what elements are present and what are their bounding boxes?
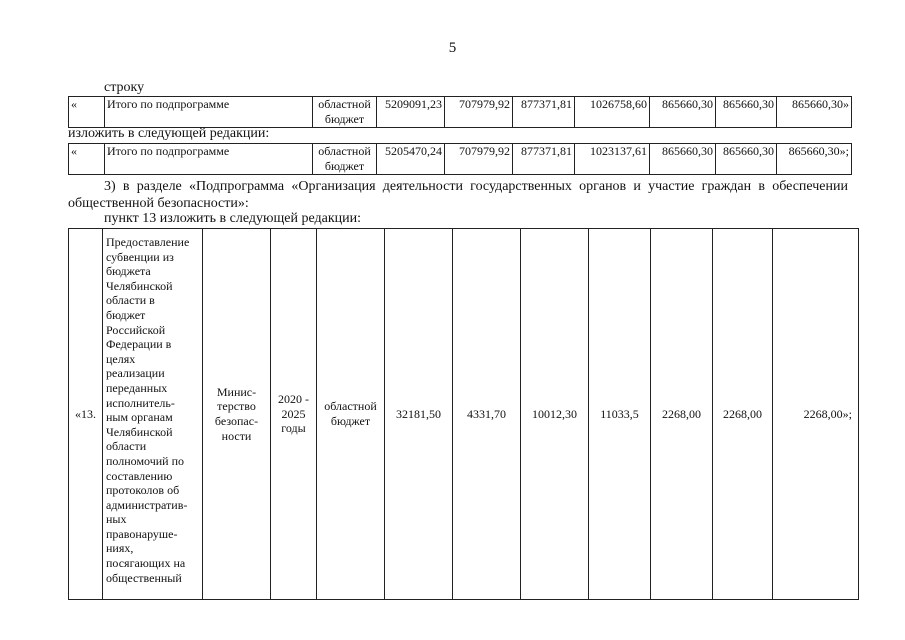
value-2021: 877371,81 — [513, 97, 575, 128]
value-total: 5205470,24 — [377, 144, 445, 175]
item-value-2025: 2268,00»; — [773, 229, 859, 600]
item-executor: Минис- терство безопас- ности — [203, 229, 271, 600]
budget-source: областной бюджет — [313, 144, 377, 175]
value-2021: 877371,81 — [513, 144, 575, 175]
new-total-row — [69, 144, 852, 175]
item-value-2022: 11033,5 — [589, 229, 651, 600]
item-description: Предоставление субвенции из бюджета Челябинской области в бюджет Российской Федерации в целях реализации переданных исполнитель- ным органам Челябинской области полномочий по составлению протоколов об административ- ных правонаруше- ниях, посягающих на общественный — [103, 229, 203, 600]
value-2020: 707979,92 — [445, 97, 513, 128]
item-source: областной бюджет — [317, 229, 385, 600]
item-value-total: 32181,50 — [385, 229, 453, 600]
row-label: Итого по подпрограмме — [105, 97, 313, 128]
item13-table — [68, 228, 859, 600]
item13-row — [69, 229, 859, 600]
point-text: пункт 13 изложить в следующей редакции: — [104, 211, 361, 226]
budget-source: областной бюджет — [313, 97, 377, 128]
page-number: 5 — [448, 40, 457, 56]
open-quote: « — [69, 97, 105, 128]
item-value-2023: 2268,00 — [651, 229, 713, 600]
old-total-row — [69, 97, 852, 128]
value-2022: 1023137,61 — [575, 144, 650, 175]
item-value-2020: 4331,70 — [453, 229, 521, 600]
item-period: 2020 - 2025 годы — [271, 229, 317, 600]
item-value-2024: 2268,00 — [713, 229, 773, 600]
item-number: «13. — [69, 229, 103, 600]
value-2023: 865660,30 — [650, 144, 716, 175]
value-2025: 865660,30»; — [777, 144, 852, 175]
value-2023: 865660,30 — [650, 97, 716, 128]
value-2020: 707979,92 — [445, 144, 513, 175]
value-2022: 1026758,60 — [575, 97, 650, 128]
intro-word: строку — [104, 80, 145, 95]
value-2024: 865660,30 — [716, 144, 777, 175]
value-2024: 865660,30 — [716, 97, 777, 128]
value-total: 5209091,23 — [377, 97, 445, 128]
section-paragraph: 3) в разделе «Подпрограмма «Организация деятельности государственных органов и участие граждан в обеспечении общественной безопасности»: — [68, 179, 848, 211]
replace-phrase: изложить в следующей редакции: — [68, 126, 270, 141]
new-total-row-table — [68, 143, 852, 175]
row-label: Итого по подпрограмме — [105, 144, 313, 175]
item-value-2021: 10012,30 — [521, 229, 589, 600]
value-2025: 865660,30» — [777, 97, 852, 128]
old-total-row-table — [68, 96, 852, 128]
open-quote: « — [69, 144, 105, 175]
